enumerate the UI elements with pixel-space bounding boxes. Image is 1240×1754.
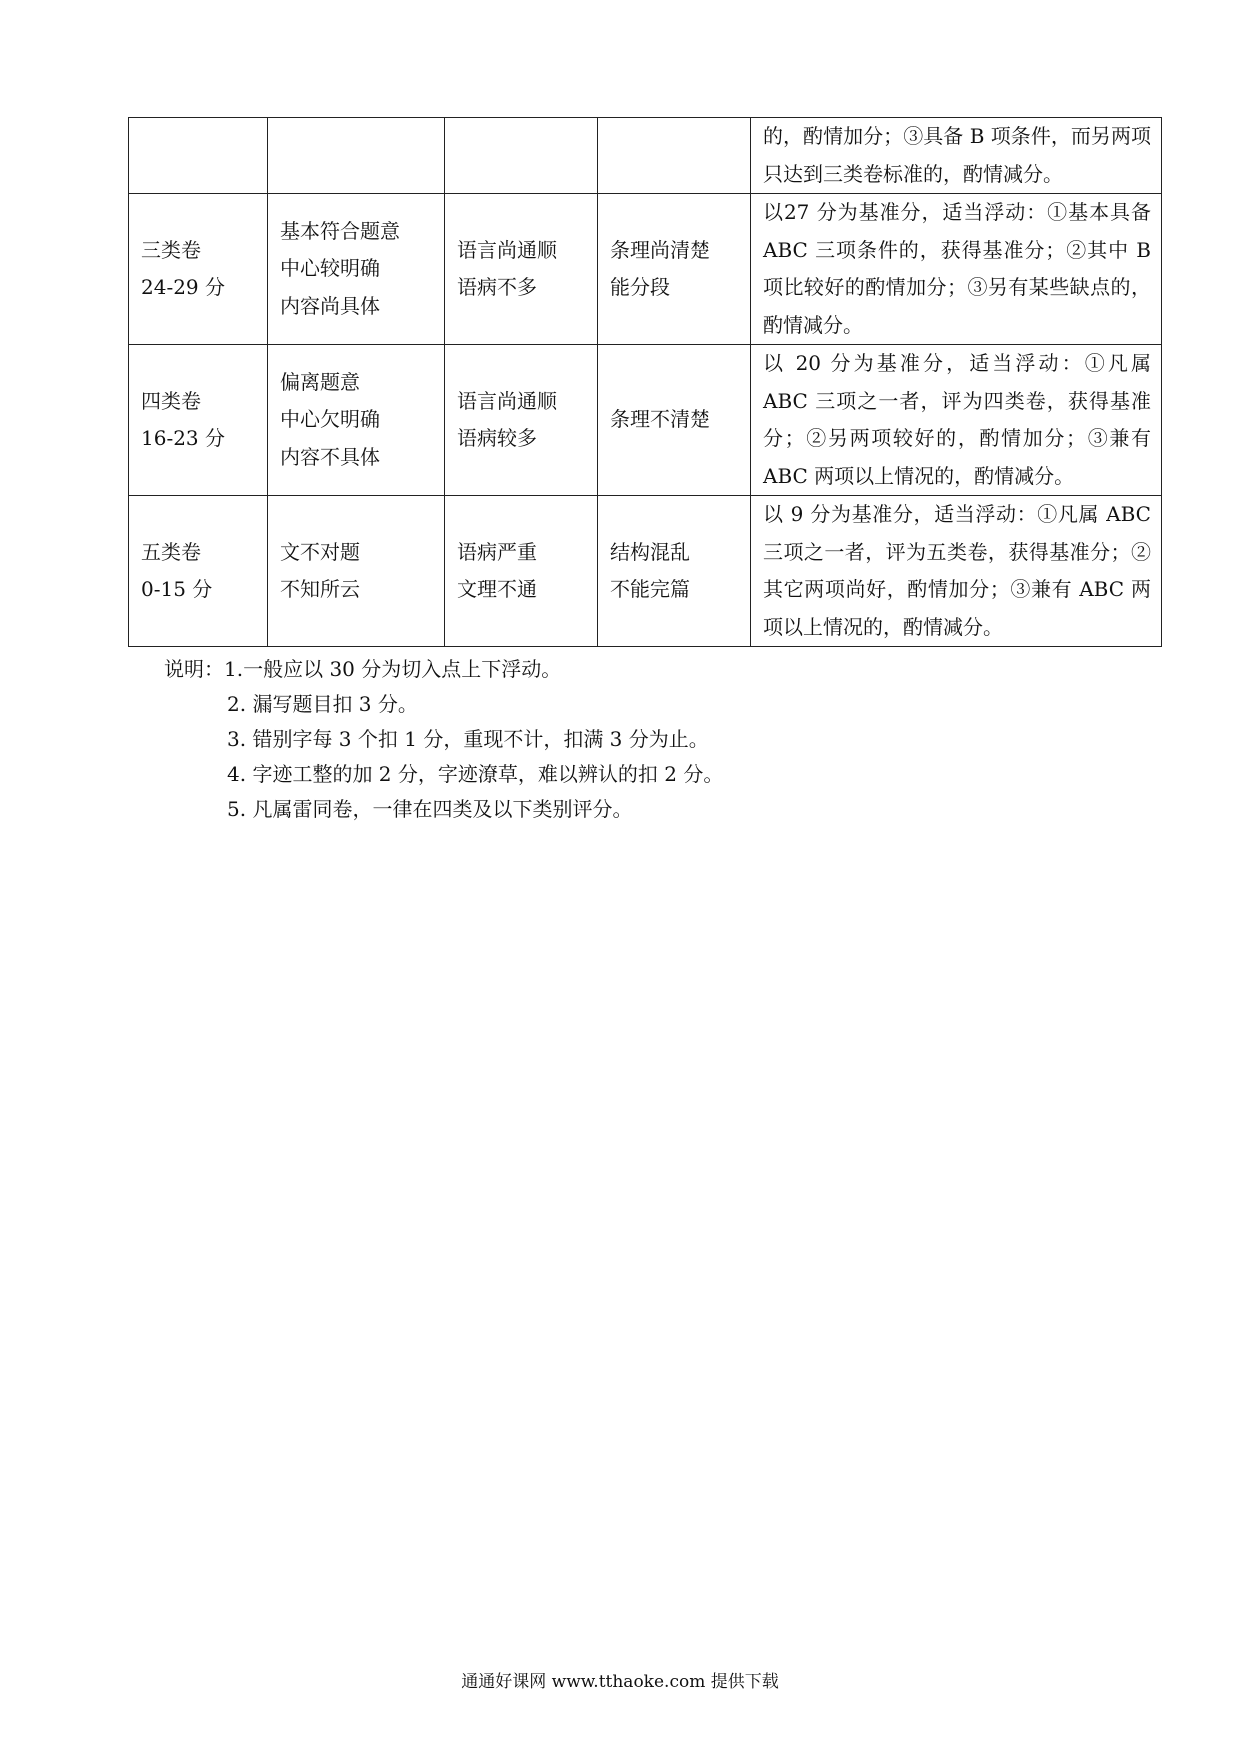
content-line: 文不对题 bbox=[280, 539, 360, 564]
grade-label: 五类卷 bbox=[141, 539, 201, 564]
note-text: 4. 字迹工整的加 2 分，字迹潦草，难以辨认的扣 2 分。 bbox=[227, 762, 724, 786]
language-line: 语病严重 bbox=[457, 539, 537, 564]
language-cell bbox=[445, 496, 598, 647]
scoring-rubric-table bbox=[128, 117, 1162, 647]
structure-cell bbox=[598, 345, 751, 496]
note-item bbox=[164, 652, 723, 687]
grade-cell bbox=[129, 194, 268, 345]
score-range: 24-29 分 bbox=[141, 275, 226, 299]
language-cell bbox=[445, 345, 598, 496]
language-line: 语言尚通顺 bbox=[457, 388, 557, 413]
structure-line: 条理尚清楚 bbox=[610, 237, 710, 262]
grade-cell bbox=[129, 118, 268, 194]
score-range: 0-15 分 bbox=[141, 577, 213, 601]
content-line: 中心欠明确 bbox=[280, 407, 380, 432]
table-row-continuation bbox=[129, 118, 1162, 194]
content-line: 内容不具体 bbox=[280, 444, 380, 469]
structure-cell bbox=[598, 194, 751, 345]
score-range: 16-23 分 bbox=[141, 426, 226, 450]
page-footer: 通通好课网 www.tthaoke.com 提供下载 bbox=[461, 1672, 779, 1692]
notes-prefix: 说明： bbox=[164, 657, 224, 681]
structure-line: 条理不清楚 bbox=[610, 407, 710, 432]
note-text: 2. 漏写题目扣 3 分。 bbox=[227, 692, 418, 716]
description-cell: 以27 分为基准分，适当浮动：①基本具备 ABC 三项条件的，获得基准分；②其中 B 项比较好的酌情加分；③另有某些缺点的，酌情减分。 bbox=[751, 194, 1162, 345]
language-line: 文理不通 bbox=[457, 577, 537, 601]
grade-label: 四类卷 bbox=[141, 388, 201, 413]
note-text: 5. 凡属雷同卷，一律在四类及以下类别评分。 bbox=[227, 797, 633, 821]
language-cell bbox=[445, 118, 598, 194]
note-item bbox=[164, 687, 723, 722]
grading-notes bbox=[164, 652, 723, 827]
grade-label: 三类卷 bbox=[141, 237, 201, 262]
content-cell bbox=[268, 496, 445, 647]
content-line: 不知所云 bbox=[280, 577, 360, 601]
language-cell bbox=[445, 194, 598, 345]
content-cell bbox=[268, 118, 445, 194]
description-cell: 以 9 分为基准分，适当浮动：①凡属 ABC 三项之一者，评为五类卷，获得基准分；②其它两项尚好，酌情加分；③兼有 ABC 两项以上情况的，酌情减分。 bbox=[751, 496, 1162, 647]
structure-line: 不能完篇 bbox=[610, 577, 690, 601]
table-row bbox=[129, 345, 1162, 496]
note-text: 3. 错别字每 3 个扣 1 分，重现不计，扣满 3 分为止。 bbox=[227, 727, 709, 751]
description-cell: 的，酌情加分；③具备 B 项条件，而另两项只达到三类卷标准的，酌情减分。 bbox=[751, 118, 1162, 194]
language-line: 语病不多 bbox=[457, 275, 537, 299]
note-text: 1.一般应以 30 分为切入点上下浮动。 bbox=[224, 657, 562, 681]
content-line: 内容尚具体 bbox=[280, 293, 380, 318]
note-item bbox=[164, 792, 723, 827]
note-item bbox=[164, 722, 723, 757]
structure-cell bbox=[598, 496, 751, 647]
grade-cell bbox=[129, 345, 268, 496]
description-cell: 以 20 分为基准分，适当浮动：①凡属 ABC 三项之一者，评为四类卷，获得基准分；②另两项较好的，酌情加分；③兼有 ABC 两项以上情况的，酌情减分。 bbox=[751, 345, 1162, 496]
structure-cell bbox=[598, 118, 751, 194]
content-line: 偏离题意 bbox=[280, 369, 360, 394]
language-line: 语病较多 bbox=[457, 426, 537, 450]
content-line: 中心较明确 bbox=[280, 256, 380, 281]
content-cell bbox=[268, 194, 445, 345]
structure-line: 能分段 bbox=[610, 275, 670, 299]
content-line: 基本符合题意 bbox=[280, 218, 400, 243]
language-line: 语言尚通顺 bbox=[457, 237, 557, 262]
content-cell bbox=[268, 345, 445, 496]
table-row bbox=[129, 194, 1162, 345]
table-row bbox=[129, 496, 1162, 647]
structure-line: 结构混乱 bbox=[610, 539, 690, 564]
note-item bbox=[164, 757, 723, 792]
grade-cell bbox=[129, 496, 268, 647]
